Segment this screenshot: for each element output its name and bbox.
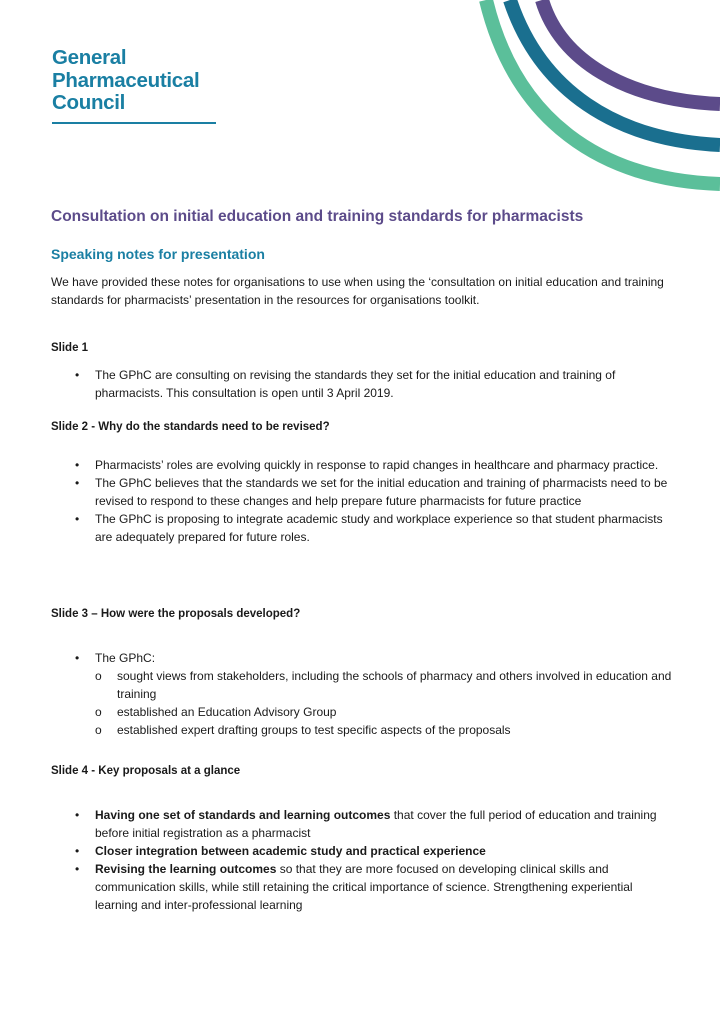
slide-3-heading: Slide 3 – How were the proposals developed? — [51, 608, 301, 620]
logo-line-1: General — [52, 46, 127, 69]
list-item: • The GPhC is proposing to integrate academic study and workplace experience so that student pharmacists are adequately prepared for future roles. — [95, 510, 675, 546]
list-item-emphasis: Having one set of standards and learning outcomes — [95, 808, 391, 822]
logo-underline — [52, 122, 216, 124]
list-item-emphasis: Closer integration between academic study and practical experience — [95, 844, 486, 858]
sub-list-item: o established an Education Advisory Group — [117, 703, 675, 721]
slide-4-heading: Slide 4 - Key proposals at a glance — [51, 765, 241, 777]
list-item — [95, 806, 675, 842]
document-title: Consultation on initial education and training standards for pharmacists — [51, 208, 584, 225]
slide-4-list — [95, 806, 675, 914]
slide-1-heading: Slide 1 — [51, 342, 89, 354]
list-item-emphasis: Revising the learning outcomes — [95, 862, 277, 876]
slide-3-list — [95, 649, 675, 739]
slide-3-sublist — [95, 667, 675, 739]
list-item-label: The GPhC: — [95, 651, 156, 665]
document-subtitle: Speaking notes for presentation — [51, 246, 265, 262]
logo-line-2: Pharmaceutical — [52, 68, 200, 92]
logo-line-3: Council — [52, 91, 126, 114]
list-item: • The GPhC are consulting on revising the standards they set for the initial education and training of pharmacists. This consultation is open until 3 April 2019. — [95, 366, 675, 402]
list-item-text: that cover the full period of education and training before initial registration as a pharmacist — [95, 808, 657, 840]
intro-paragraph: We have provided these notes for organisations to use when using the ‘consultation on initial education and training standards for pharmacists’ presentation in the resources for organisations toolkit. — [51, 275, 664, 307]
slide-1-list — [95, 366, 675, 402]
slide-2-heading: Slide 2 - Why do the standards need to be revised? — [51, 421, 330, 433]
list-item: • The GPhC believes that the standards we set for the initial education and training of pharmacists need to be revised to respond to these changes and help prepare future pharmacists for future practice — [95, 474, 675, 510]
list-item-text: so that they are more focused on developing clinical skills and communication skills, while still retaining the critical importance of science. Strengthening experiential learning and inter-professional learning — [95, 862, 633, 912]
sub-list-item: o sought views from stakeholders, including the schools of pharmacy and others involved in education and training — [117, 667, 675, 703]
list-item — [95, 649, 675, 739]
list-item: • Pharmacists’ roles are evolving quickly in response to rapid changes in healthcare and pharmacy practice. — [95, 456, 675, 474]
gphc-logo — [52, 47, 199, 115]
slide-2-list — [95, 456, 675, 546]
sub-list-item: o established expert drafting groups to test specific aspects of the proposals — [117, 721, 675, 739]
list-item — [95, 860, 675, 914]
list-item — [95, 842, 675, 860]
